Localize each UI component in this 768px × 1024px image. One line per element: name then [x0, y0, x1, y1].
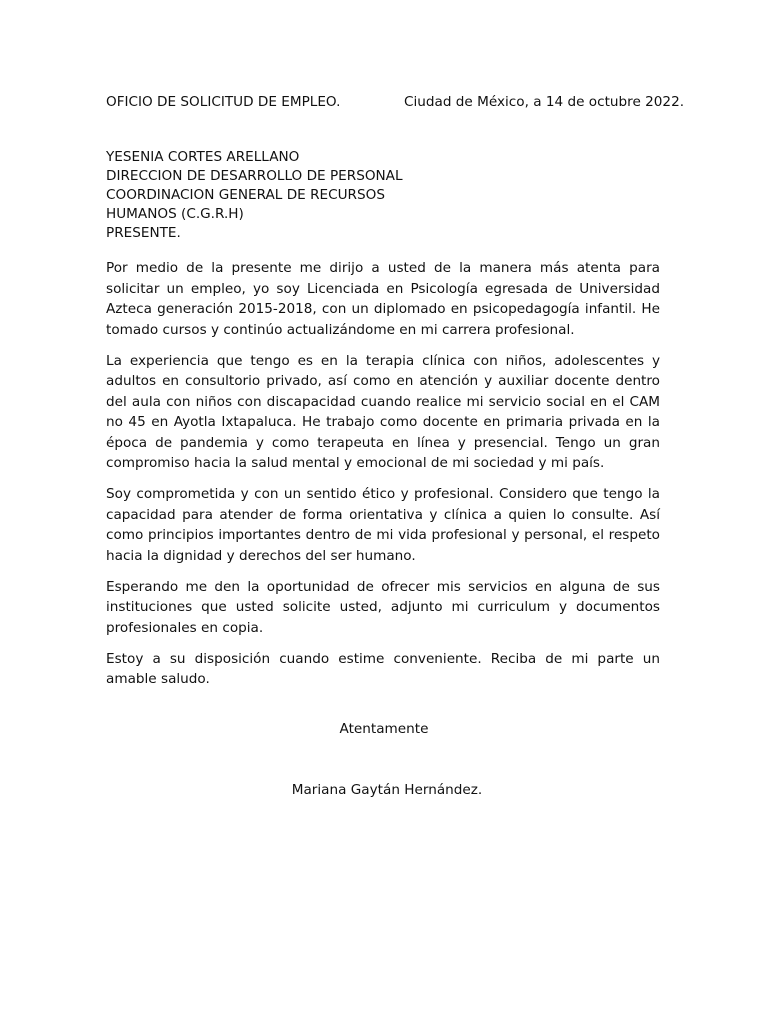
closing-salutation: Atentamente: [339, 721, 429, 737]
recipient-block: [106, 148, 426, 243]
body-paragraph: Soy comprometida y con un sentido ético y profesional. Considero que tengo la capacidad para atender de forma orientativa y clínica a quien lo consulte. Así como principios importantes dentro de mi vida profesional y personal, el respeto hacia la dignidad y derechos del ser humano.: [106, 486, 660, 564]
body-paragraph: Por medio de la presente me dirijo a usted de la manera más atenta para solicitar un empleo, yo soy Licenciada en Psicología egresada de Universidad Azteca generación 2015-2018, con un diplomado en psicopedagogía infantil. He tomado cursos y continúo actualizándome en mi carrera profesional.: [106, 260, 660, 338]
body-paragraph: Esperando me den la oportunidad de ofrecer mis servicios en alguna de sus instituciones que usted solicite usted, adjunto mi curriculum y documentos profesionales en copia.: [106, 578, 660, 636]
body-paragraph: La experiencia que tengo es en la terapia clínica con niños, adolescentes y adultos en consultorio privado, así como en atención y auxiliar docente dentro del aula con niños con discapacidad cuando realice mi servicio social en el CAM no 45 en Ayotla Ixtapaluca. He trabajo como docente en primaria privada en la época de pandemia y como terapeuta en línea y presencial. Tengo un gran compromiso hacia la salud mental y emocional de mi sociedad y mi país.: [106, 352, 660, 471]
recipient-line: PRESENTE.: [106, 225, 181, 241]
recipient-line: COORDINACION GENERAL DE RECURSOS: [106, 187, 385, 203]
recipient-line: YESENIA CORTES ARELLANO: [106, 149, 300, 165]
letter-title: OFICIO DE SOLICITUD DE EMPLEO.: [106, 94, 341, 110]
recipient-line: DIRECCION DE DESARROLLO DE PERSONAL: [106, 168, 403, 184]
letter-body: [106, 258, 660, 700]
body-paragraph: Estoy a su disposición cuando estime conveniente. Reciba de mi parte un amable saludo.: [106, 650, 660, 687]
letter-header: [106, 92, 685, 113]
recipient-line: HUMANOS (C.G.R.H): [106, 206, 244, 222]
signature-name: Mariana Gaytán Hernández.: [291, 782, 483, 798]
letter-place-date: Ciudad de México, a 14 de octubre 2022.: [404, 94, 685, 110]
